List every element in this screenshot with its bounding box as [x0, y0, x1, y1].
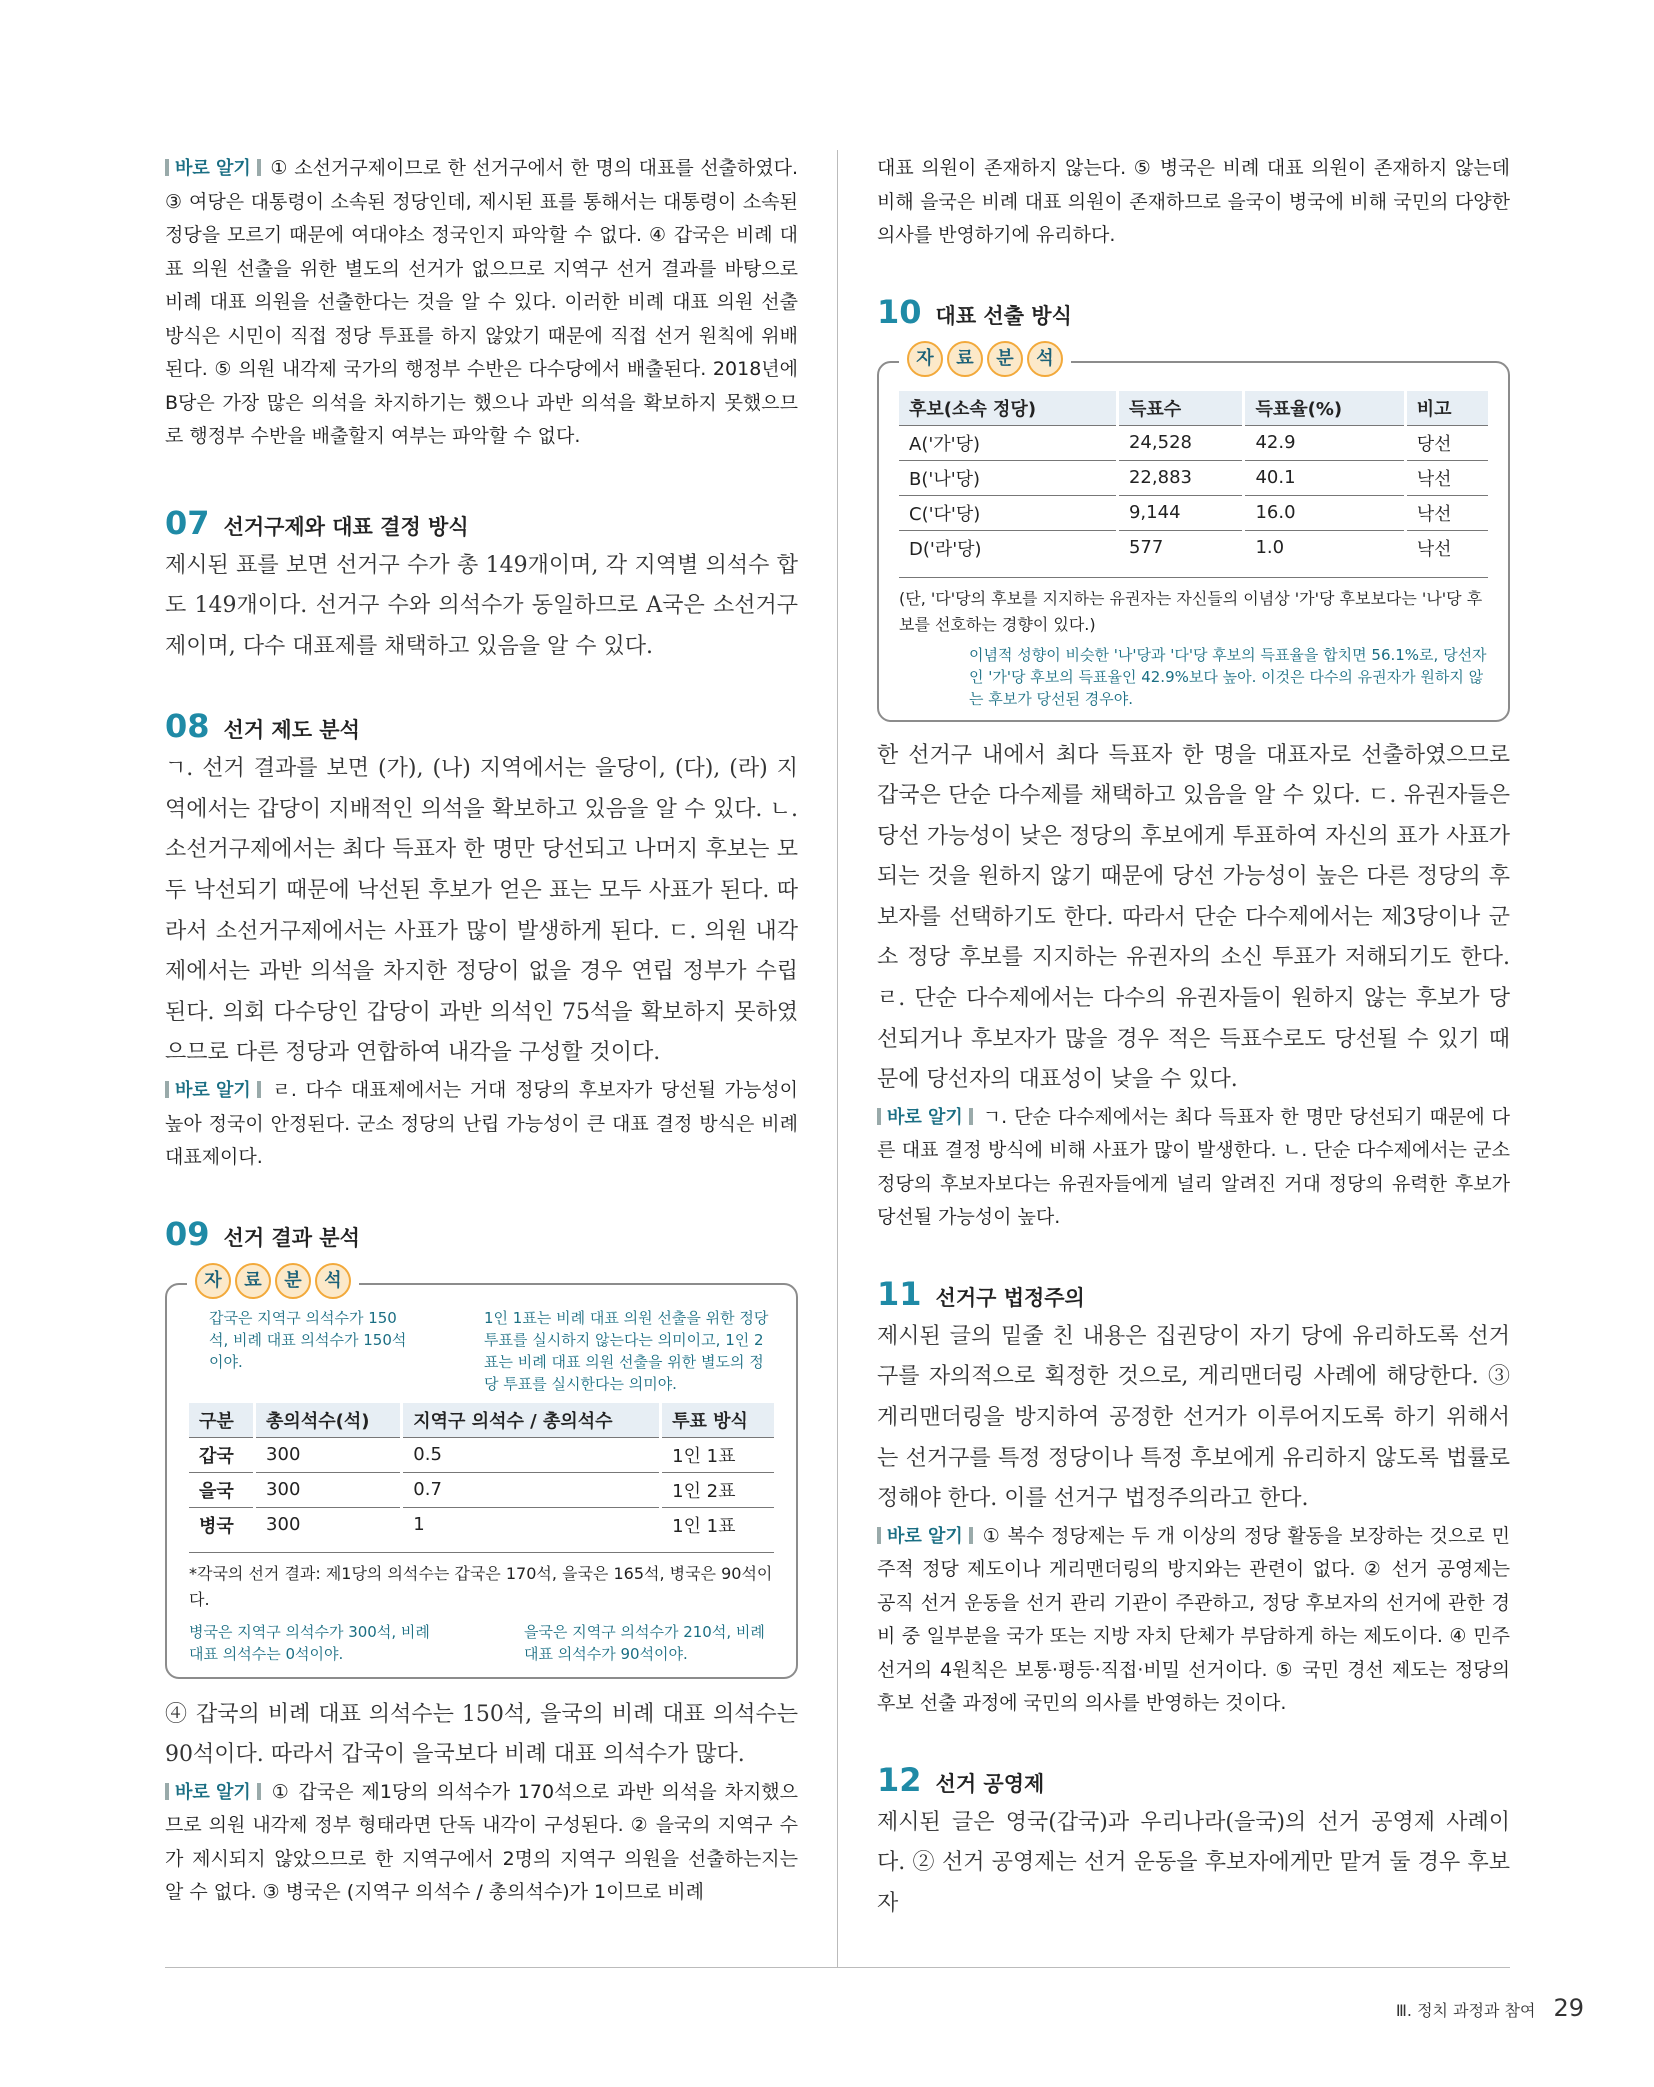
section-07-header [165, 504, 798, 542]
table-row: C('다'당) 9,144 16.0 낙선 [899, 495, 1488, 530]
data-analysis-box-10 [877, 347, 1510, 722]
section-title: 선거 공영제 [935, 1771, 1045, 1796]
section-number: 08 [165, 707, 210, 746]
continued-note: 대표 의원이 존재하지 않는다. ⑤ 병국은 비례 대표 의원이 존재하지 않는데 비해 을국은 비례 대표 의원이 존재하므로 을국이 병국에 비해 국민의 다양한 의사를 반영하기에 유리하다. [877, 157, 1510, 246]
section-09-body: ④ 갑국의 비례 대표 의석수는 150석, 을국의 비례 대표 의석수는 90석이다. 따라서 갑국이 을국보다 비례 대표 의석수가 많다. [165, 1701, 798, 1768]
section-number: 11 [877, 1274, 922, 1313]
candidate-vote-table: 후보(소속 정당) 득표수 득표율(%) 비고 A('가'당) 24,528 42.9 당선 B('나'당) 22,883 40.1 낙선 C('다'당) 9,144 16.0 낙선 D('라'당) 577 1.0 낙선 [899, 391, 1488, 565]
annotation-vote-method: 1인 1표는 비례 대표 의원 선출을 위한 정당 투표를 실시하지 않는다는 의미이고, 1인 2표는 비례 대표 의원 선출을 위한 별도의 정당 투표를 실시한다는 의미야. [484, 1308, 769, 1393]
data-analysis-badge: 자 료 분 석 [187, 1263, 359, 1299]
chapter-label: Ⅲ. 정치 과정과 참여 [1395, 2001, 1536, 2020]
section-number: 09 [165, 1214, 210, 1253]
section-08-body: ㄱ. 선거 결과를 보면 (가), (나) 지역에서는 을당이, (다), (라) 지역에서는 갑당이 지배적인 의석을 확보하고 있음을 알 수 있다. ㄴ. 소선거구제에서는 최다 득표자 한 명만 당선되고 나머지 후보는 모두 낙선되기 때문에 낙선된 후보가 얻은 표는 모두 사표가 된다. 따라서 소선거구제에서는 사표가 많이 발생하게 된다. ㄷ. 의원 내각제에서는 과반 의석을 차지한 정당이 없을 경우 연립 정부가 수립된다. 의회 다수당인 갑당이 과반 의석인 75석을 확보하지 못하였으므로 다른 정당과 연합하여 내각을 구성할 것이다. [165, 756, 798, 1066]
section-10-body: 한 선거구 내에서 최다 득표자 한 명을 대표자로 선출하였으므로 갑국은 단순 다수제를 채택하고 있음을 알 수 있다. ㄷ. 유권자들은 당선 가능성이 낮은 정당의 후보에게 투표하여 자신의 표가 사표가 되는 것을 원하지 않기 때문에 당선 가능성이 높은 다른 정당의 후보자를 선택하기도 한다. 따라서 단순 다수제에서는 제3당이나 군소 정당 후보를 지지하는 유권자의 소신 투표가 저해되기도 한다. ㄹ. 단순 다수제에서는 다수의 유권자들이 원하지 않는 후보가 당선되거나 후보자가 많을 경우 적은 득표수로도 당선될 수 있기 때문에 당선자의 대표성이 낮을 수 있다. [877, 742, 1510, 1093]
correct-answer-tag: 바로 알기 [165, 1776, 264, 1810]
section-08-note: 바로 알기 ㄹ. 다수 대표제에서는 거대 정당의 후보자가 당선될 가능성이 높아 정국이 안정된다. 군소 정당의 난립 가능성이 큰 대표 결정 방식은 비례 대표제이다. [165, 1074, 798, 1175]
table-row: B('나'당) 22,883 40.1 낙선 [899, 460, 1488, 495]
section-title: 대표 선출 방식 [935, 303, 1072, 328]
section-11-note: 바로 알기 ① 복수 정당제는 두 개 이상의 정당 활동을 보장하는 것으로 민주적 정당 제도이나 게리맨더링의 방지와는 관련이 없다. ② 선거 공영제는 공직 선거 운동을 선거 관리 기관이 주관하고, 정당 후보자의 선거에 관한 경비 중 일부분을 국가 또는 지방 자치 단체가 부담하게 하는 제도이다. ④ 민주 선거의 4원칙은 보통·평등·직접·비밀 선거이다. ⑤ 국민 경선 제도는 정당의 후보 선출 과정에 국민의 의사를 반영하는 것이다. [877, 1520, 1510, 1721]
section-number: 10 [877, 292, 922, 331]
data-analysis-badge: 자 료 분 석 [899, 341, 1071, 377]
table-row: 병국 300 1 1인 1표 [189, 1507, 774, 1542]
left-column [165, 152, 798, 1910]
answer-note-06: 바로 알기 ① 소선거구제이므로 한 선거구에서 한 명의 대표를 선출하였다. ③ 여당은 대통령이 소속된 정당인데, 제시된 표를 통해서는 대통령이 소속된 정당을 모르기 때문에 여대야소 정국인지 파악할 수 없다. ④ 갑국은 비례 대표 의원 선출을 위한 별도의 선거가 없으므로 지역구 선거 결과를 바탕으로 비례 대표 의원을 선출한다는 것을 알 수 있다. 이러한 비례 대표 의원 선출 방식은 시민이 직접 정당 투표를 하지 않았기 때문에 직접 선거 원칙에 위배된다. ⑤ 의원 내각제 국가의 행정부 수반은 다수당에서 배출된다. 2018년에 B당은 가장 많은 의석을 차지하기는 했으나 과반 의석을 확보하지 못했으므로 행정부 수반을 배출할지 여부는 파악할 수 없다. [165, 152, 798, 454]
section-number: 12 [877, 1760, 922, 1799]
correct-answer-tag: 바로 알기 [877, 1101, 976, 1135]
section-11-header [877, 1275, 1510, 1313]
page-number: 29 [1553, 1994, 1584, 2022]
section-07-body: 제시된 표를 보면 선거구 수가 총 149개이며, 각 지역별 의석수 합도 149개이다. 선거구 수와 의석수가 동일하므로 A국은 소선거구제이며, 다수 대표제를 채택하고 있음을 알 수 있다. [165, 552, 798, 659]
annotation-gapguk: 갑국은 지역구 의석수가 150석, 비례 대표 의석수가 150석이야. [209, 1308, 407, 1371]
election-result-table: 구분 총의석수(석) 지역구 의석수 / 총의석수 투표 방식 갑국 300 0.5 1인 1표 을국 300 0.7 1인 2표 병국 300 1 1인 1표 [189, 1403, 774, 1542]
section-12-body: 제시된 글은 영국(갑국)과 우리나라(을국)의 선거 공영제 사례이다. ② 선거 공영제는 선거 운동을 후보자에게만 맡겨 둘 경우 후보자 [877, 1809, 1510, 1916]
data-analysis-box-09 [165, 1269, 798, 1679]
section-09-note: 바로 알기 ① 갑국은 제1당의 의석수가 170석으로 과반 의석을 차지했으므로 의원 내각제 정부 형태라면 단독 내각이 구성된다. ② 을국의 지역구 수가 제시되지 않았으므로 한 지역구에서 2명의 지역구 의원을 선출하는지는 알 수 없다. ③ 병국은 (지역구 의석수 / 총의석수)가 1이므로 비례 [165, 1776, 798, 1910]
section-number: 07 [165, 503, 210, 542]
correct-answer-tag: 바로 알기 [165, 1074, 264, 1108]
section-09-header [165, 1215, 798, 1253]
table-footnote: *각국의 선거 결과: 제1당의 의석수는 갑국은 170석, 을국은 165석, 병국은 90석이다. [189, 1552, 774, 1613]
column-divider [837, 150, 838, 1968]
section-11-body: 제시된 글의 밑줄 친 내용은 집권당이 자기 당에 유리하도록 선거구를 자의적으로 획정한 것으로, 게리맨더링 사례에 해당한다. ③ 게리맨더링을 방지하여 공정한 선거가 이루어지도록 하기 위해서는 선거구를 특정 정당이나 특정 후보에게 유리하지 않도록 법률로 정해야 한다. 이를 선거구 법정주의라고 한다. [877, 1323, 1510, 1512]
annotation-byeongguk: 병국은 지역구 의석수가 300석, 비례 대표 의석수는 0석이야. [189, 1622, 430, 1663]
section-10-header [877, 293, 1510, 331]
right-column [877, 152, 1510, 1925]
section-10-note: 바로 알기 ㄱ. 단순 다수제에서는 최다 득표자 한 명만 당선되기 때문에 다른 대표 결정 방식에 비해 사표가 많이 발생한다. ㄴ. 단순 다수제에서는 군소 정당의 후보자보다는 유권자들에게 널리 알려진 거대 정당의 유력한 후보가 당선될 가능성이 높다. [877, 1101, 1510, 1235]
table-row: 갑국 300 0.5 1인 1표 [189, 1437, 774, 1472]
page-footer [1396, 1994, 1584, 2022]
section-title: 선거 제도 분석 [223, 718, 360, 743]
annotation-ideology: 이념적 성향이 비슷한 '나'당과 '다'당 후보의 득표율을 합치면 56.1%로, 당선자인 '가'당 후보의 득표율인 42.9%보다 높아. 이것은 다수의 유권자가 원하지 않는 후보가 당선된 경우야. [969, 645, 1487, 708]
section-title: 선거구제와 대표 결정 방식 [223, 514, 469, 539]
table-row: D('라'당) 577 1.0 낙선 [899, 530, 1488, 565]
section-title: 선거 결과 분석 [223, 1225, 360, 1250]
correct-answer-tag: 바로 알기 [165, 152, 264, 186]
section-12-header [877, 1761, 1510, 1799]
table-condition: (단, '다'당의 후보를 지지하는 유권자는 자신들의 이념상 '가'당 후보보다는 '나'당 후보를 선호하는 경향이 있다.) [899, 577, 1488, 638]
table-row: A('가'당) 24,528 42.9 당선 [899, 425, 1488, 460]
bottom-rule [165, 1967, 1510, 1968]
section-title: 선거구 법정주의 [935, 1285, 1085, 1310]
correct-answer-tag: 바로 알기 [877, 1520, 976, 1554]
section-08-header [165, 707, 798, 745]
annotation-eulguk: 을국은 지역구 의석수가 210석, 비례 대표 의석수가 90석이야. [524, 1622, 765, 1663]
table-row: 을국 300 0.7 1인 2표 [189, 1472, 774, 1507]
